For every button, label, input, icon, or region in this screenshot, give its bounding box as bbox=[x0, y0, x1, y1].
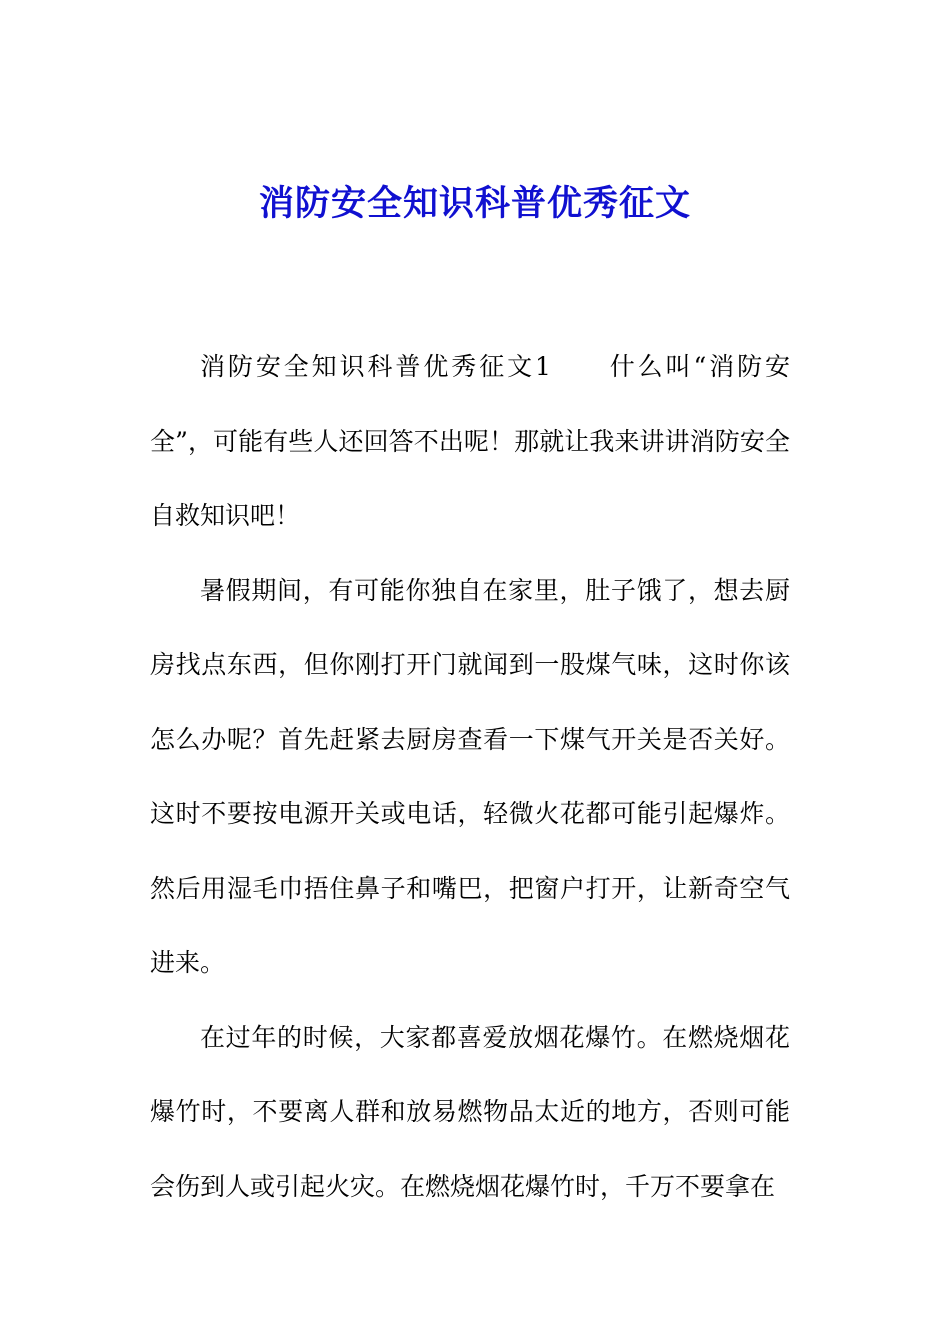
document-body bbox=[150, 330, 790, 1224]
paragraph-3: 在过年的时候，大家都喜爱放烟花爆竹。在燃烧烟花爆竹时，不要离人群和放易燃物品太近的地方，否则可能会伤到人或引起火灾。在燃烧烟花爆竹时，千万不要拿在 bbox=[150, 1022, 790, 1201]
paragraph-1: 消防安全知识科普优秀征文1 什么叫“消防安全”，可能有些人还回答不出呢！那就让我来讲讲消防安全自救知识吧！ bbox=[150, 352, 790, 530]
paragraph-2: 暑假期间，有可能你独自在家里，肚子饿了，想去厨房找点东西，但你刚打开门就闻到一股煤气味，这时你该怎么办呢？首先赶紧去厨房查看一下煤气开关是否关好。这时不要按电源开关或电话，轻微火花都可能引起爆炸。然后用湿毛巾捂住鼻子和嘴巴，把窗户打开，让新奇空气进来。 bbox=[150, 575, 790, 977]
document-title: 消防安全知识科普优秀征文 bbox=[258, 183, 691, 224]
